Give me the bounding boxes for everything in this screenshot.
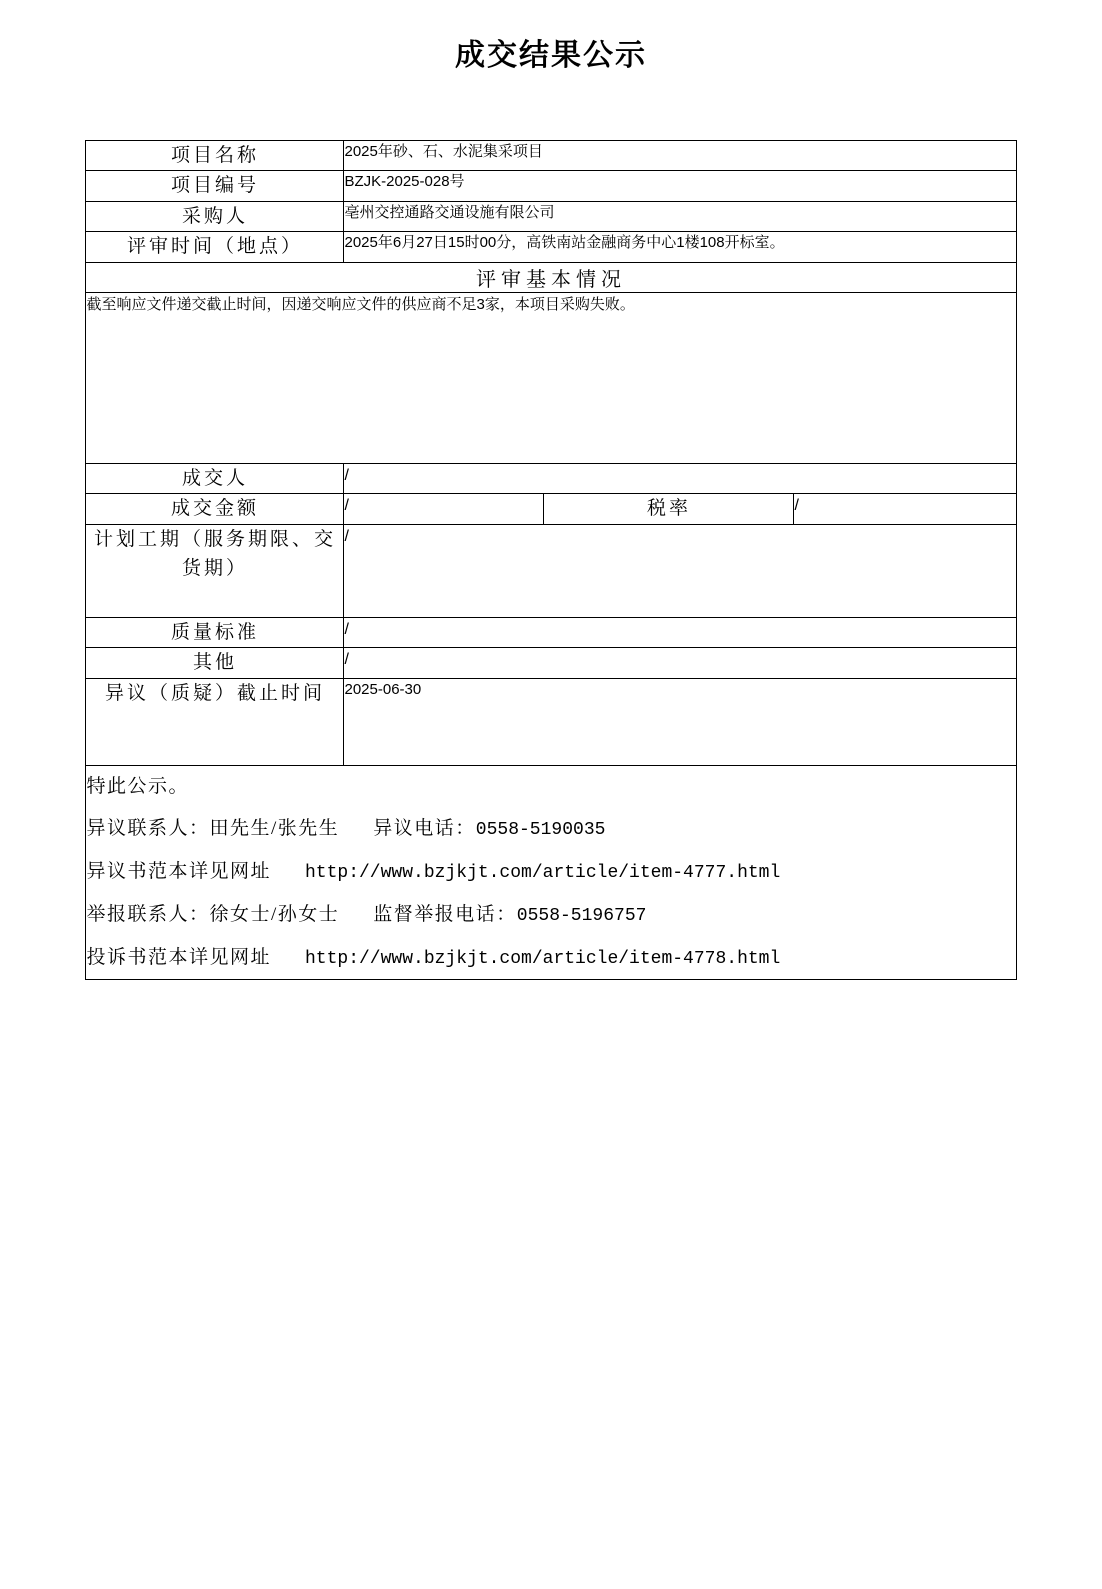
amount-value: /: [344, 494, 544, 524]
table-row: [86, 262, 1016, 292]
objection-doc-line: [86, 851, 1015, 894]
complaint-doc-url[interactable]: http://www.bzjkjt.com/article/item-4778.html: [305, 948, 781, 969]
winner-value: /: [344, 463, 1016, 493]
objection-deadline-value: 2025-06-30: [344, 678, 1016, 765]
objection-doc-url[interactable]: http://www.bzjkjt.com/article/item-4777.html: [305, 863, 781, 883]
project-code-value: BZJK-2025-028号: [344, 171, 1016, 201]
review-section-header: 评审基本情况: [86, 262, 1016, 292]
duration-label: 计划工期（服务期限、交货期）: [86, 524, 344, 617]
report-phone-label: 监督举报电话：: [373, 903, 517, 925]
complaint-doc-label: 投诉书范本详见网址: [86, 946, 271, 968]
objection-deadline-label: 异议（质疑）截止时间: [86, 678, 344, 765]
result-announcement-table: [85, 140, 1016, 980]
other-value: /: [344, 648, 1016, 678]
table-row: [86, 232, 1016, 262]
objection-phone-value: 0558-5190035: [475, 820, 606, 841]
quality-label: 质量标准: [86, 617, 344, 647]
review-narrative: 截至响应文件递交截止时间，因递交响应文件的供应商不足3家，本项目采购失败。: [86, 292, 1016, 463]
review-time-value: 2025年6月27日15时00分，高铁南站金融商务中心1楼108开标室。: [344, 232, 1016, 262]
notice-line-1: 特此公示。: [86, 775, 189, 797]
report-contact-value: 徐女士/孙女士: [209, 903, 340, 925]
tax-rate-label: 税率: [544, 494, 794, 524]
table-row: [86, 524, 1016, 617]
report-contact-line: [86, 894, 1015, 937]
amount-label: 成交金额: [86, 494, 344, 524]
page-title: 成交结果公示: [455, 39, 647, 72]
objection-contact-label: 异议联系人：: [86, 818, 210, 840]
report-phone-value: 0558-5196757: [516, 905, 647, 926]
objection-doc-label: 异议书范本详见网址: [86, 861, 271, 882]
table-row: [86, 171, 1016, 201]
complaint-doc-line: [86, 937, 1015, 980]
table-row: [86, 463, 1016, 493]
purchaser-value: 亳州交控通路交通设施有限公司: [344, 201, 1016, 231]
report-contact-label: 举报联系人：: [86, 903, 210, 925]
document-page: [0, 30, 1102, 1589]
winner-label: 成交人: [86, 463, 344, 493]
table-row: [86, 617, 1016, 647]
table-row: [86, 765, 1016, 980]
project-name-value: 2025年砂、石、水泥集采项目: [344, 141, 1016, 171]
table-row: [86, 201, 1016, 231]
other-label: 其他: [86, 648, 344, 678]
quality-value: /: [344, 617, 1016, 647]
objection-phone-label: 异议电话：: [373, 818, 476, 840]
table-row: [86, 292, 1016, 463]
purchaser-label: 采购人: [86, 201, 344, 231]
review-time-label: 评审时间（地点）: [86, 232, 344, 262]
notice-block: [86, 765, 1016, 980]
table-row: [86, 678, 1016, 765]
objection-contact-line: [86, 808, 1015, 851]
table-row: [86, 648, 1016, 678]
duration-value: /: [344, 524, 1016, 617]
tax-rate-value: /: [794, 494, 1016, 524]
objection-contact-value: 田先生/张先生: [209, 818, 340, 840]
table-row: [86, 141, 1016, 171]
project-code-label: 项目编号: [86, 171, 344, 201]
project-name-label: 项目名称: [86, 141, 344, 171]
table-row: [86, 494, 1016, 524]
